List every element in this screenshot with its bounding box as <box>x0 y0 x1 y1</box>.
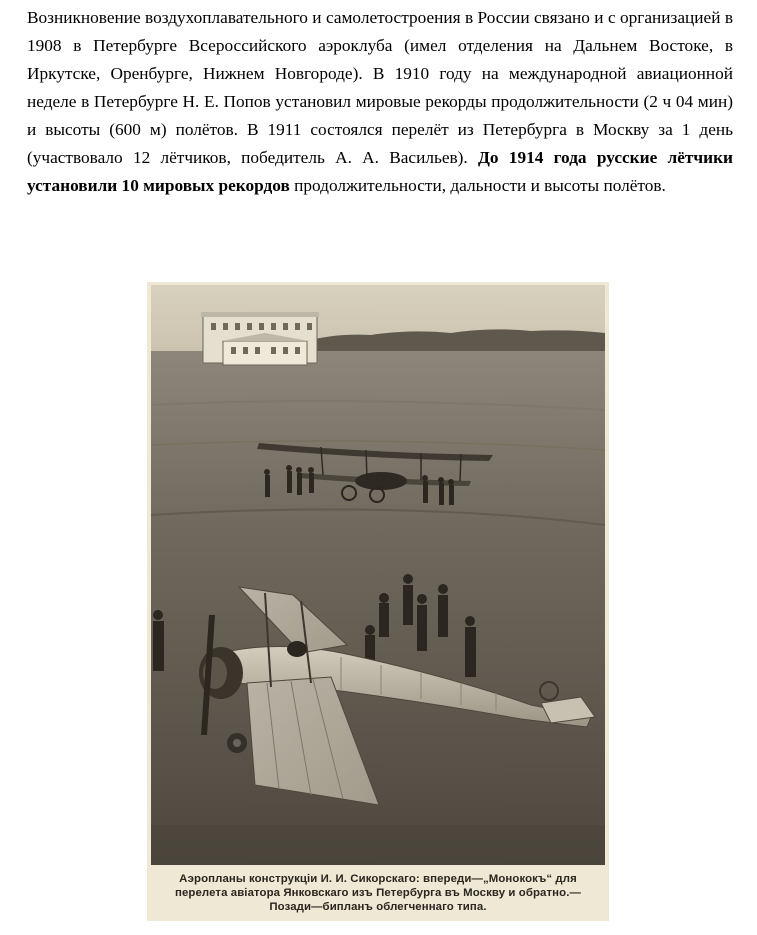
paragraph-text-start: Возникновение воздухоплавательного и самолетостроения в России связано и с организацией в 1908 в Петербурге Всероссийского аэроклуба (имел отделения на Дальнем Востоке, в Иркутске, Оренбурге, Нижнем Новгороде). В 1910 году на международной авиационной неделе в Петербурге Н. Е. Попов установил мировые рекорды продолжительности (2 ч 04 мин) и высоты (600 м) полётов. В 1911 состоялся перелёт из Петербурга в Москву за 1 день (участвовало 12 лётчиков, победитель А. А. Васильев). <box>27 8 733 167</box>
vintage-aircraft-photo <box>151 285 605 865</box>
paragraph-text-end: продолжительности, дальности и высоты полётов. <box>289 176 666 195</box>
caption-line-1: Аэропланы конструкціи И. И. Сикорскаго: впереди—„Монококъ“ для <box>179 873 577 885</box>
caption-line-3: Позади—бипланъ облегченнаго типа. <box>269 901 487 913</box>
photo-figure <box>147 282 609 921</box>
caption-line-2: перелета авіатора Янковскаго изъ Петербурга въ Москву и обратно.— <box>175 887 581 899</box>
paragraph-bold-text: До 1914 года русские лётчики установили 10 мировых рекордов <box>27 148 733 195</box>
photo-caption <box>147 872 609 914</box>
article-paragraph <box>27 4 733 200</box>
